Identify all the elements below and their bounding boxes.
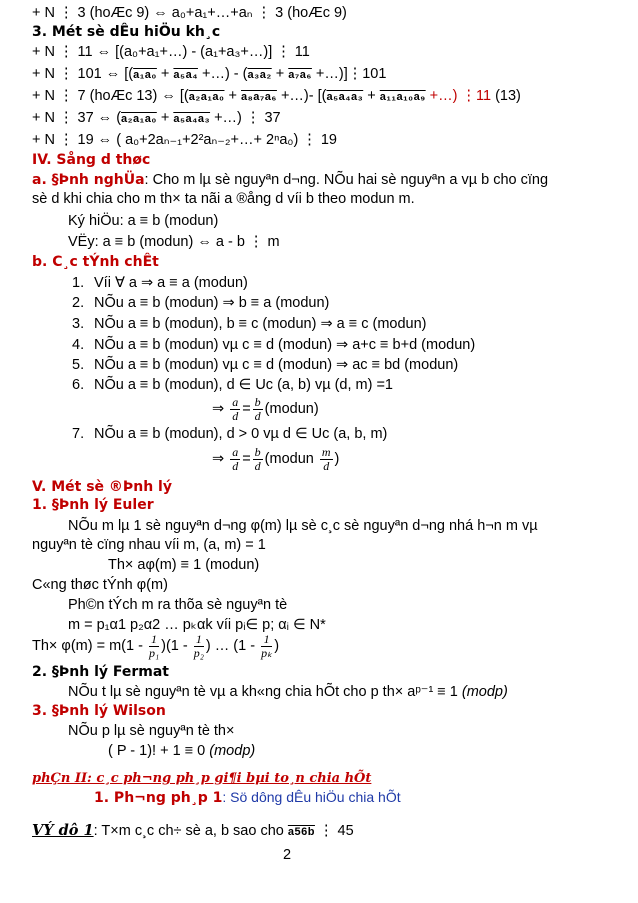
text-line: ( P - 1)! + 1 ≡ 0 (modp): [108, 743, 256, 759]
text-line: + N ⋮ 101 ⇔ [(a₁a₀ + a₅a₄ +…) - (a₃a₂ + a₇a₆ +…)]⋮101: [32, 66, 387, 82]
text-line: + N ⋮ 19 ⇔ ( a₀+2aₙ₋₁+2²aₙ₋₂+…+ 2ⁿa₀) ⋮ 19: [32, 132, 337, 148]
page-number: 2: [283, 847, 292, 863]
text-line: + N ⋮ 11 ⇔ [(a₀+a₁+…) - (a₁+a₃+…)] ⋮ 11: [32, 44, 310, 60]
subsection-heading: 2. §Þnh lý Fermat: [32, 664, 169, 680]
text-line: C«ng thøc tÝnh φ(m): [32, 577, 168, 593]
text-line: Ký hiÖu: a ≡ b (modun): [68, 213, 219, 229]
list-item: 5. NÕu a ≡ b (modun) vµ c ≡ d (modun) ⇒ ac ≡ bd (modun): [72, 357, 459, 373]
text-line: m = p₁α1 p₂α2 … pₖαk víi pᵢ∈ p; αᵢ ∈ N*: [68, 617, 326, 633]
subsection-heading: 3. §Þnh lý Wilson: [32, 703, 166, 719]
subsection-heading: b. C¸c tÝnh chÊt: [32, 254, 159, 270]
example-line: VÝ dô 1: T×m c¸c ch÷ sè a, b sao cho a56b ⋮ 45: [32, 822, 354, 839]
text-line: + N ⋮ 3 (hoÆc 9) ⇔ a₀+a₁+…+aₙ ⋮ 3 (hoÆc 9): [32, 5, 347, 21]
text-line: Ph©n tÝch m ra thõa sè nguyªn tè: [68, 597, 288, 613]
formula: Th× φ(m) = m(1 - $\frac{1}{\text{p₁}}$ )(1 - $\frac{1}{\text{p₂}}$ ) … (1 - $\frac{1}{\text{pₖ}}$ ): [32, 631, 280, 660]
part-heading: phÇn II: c¸c ph¬ng ph¸p gi¶i bµi to¸n chia hÕt: [32, 771, 372, 786]
text-line: Th× aφ(m) ≡ 1 (modun): [108, 557, 260, 573]
list-item: 7. NÕu a ≡ b (modun), d > 0 vµ d ∈ Uc (a, b, m): [72, 426, 388, 442]
text-line: VËy: a ≡ b (modun) ⇔ a - b ⋮ m: [68, 234, 280, 250]
subsection-heading: 1. §Þnh lý Euler: [32, 497, 154, 513]
list-item: 3. NÕu a ≡ b (modun), b ≡ c (modun) ⇒ a ≡ c (modun): [72, 316, 427, 332]
text-line: + N ⋮ 37 ⇔ (a₂a₁a₀ + a₅a₄a₃ +…) ⋮ 37: [32, 110, 281, 126]
section-heading: V. Mét sè ®Þnh lý: [32, 479, 172, 495]
text-line: NÕu p lµ sè nguyªn tè th×: [68, 723, 235, 739]
text-line: + N ⋮ 7 (hoÆc 13) ⇔ [(a₂a₁a₀ + a₈a₇a₆ +…)- [(a₅a₄a₃ + a₁₁a₁₀a₉ +…) ⋮11 (13): [32, 88, 521, 104]
text-line: NÕu t lµ sè nguyªn tè vµ a kh«ng chia hÕt cho p th× aᵖ⁻¹ ≡ 1 (modp): [68, 684, 508, 700]
section-heading: IV. Sång d thøc: [32, 152, 151, 168]
formula: ⇒ $\frac{a}{d}$ = $\frac{b}{d}$ (modun $\frac{m}{d}$ ): [212, 444, 340, 473]
list-item: 6. NÕu a ≡ b (modun), d ∈ Uc (a, b) vµ (d, m) =1: [72, 377, 393, 393]
list-item: 1. Víi ∀ a ⇒ a ≡ a (modun): [72, 275, 248, 291]
text-line: nguyªn tè cïng nhau víi m, (a, m) = 1: [32, 537, 266, 553]
text-line: a. §Þnh nghÜa: Cho m lµ sè nguyªn d¬ng. NÕu hai sè nguyªn a vµ b cho cïng: [32, 172, 549, 188]
formula: ⇒ $\frac{a}{d}$ = $\frac{b}{d}$ (modun): [212, 394, 319, 423]
list-item: 2. NÕu a ≡ b (modun) ⇒ b ≡ a (modun): [72, 295, 330, 311]
list-item: 4. NÕu a ≡ b (modun) vµ c ≡ d (modun) ⇒ a+c ≡ b+d (modun): [72, 337, 476, 353]
method-line: 1. Ph¬ng ph¸p 1: Sö dông dÊu hiÖu chia hÕt: [94, 789, 401, 806]
section-heading: 3. Mét sè dÊu hiÖu kh¸c: [32, 24, 221, 40]
text-line: NÕu m lµ 1 sè nguyªn d¬ng φ(m) lµ sè c¸c sè nguyªn d¬ng nhá h¬n m vµ: [68, 518, 538, 534]
text-line: sè d khi chia cho m th× ta nãi a ®ång d víi b theo modun m.: [32, 191, 415, 207]
